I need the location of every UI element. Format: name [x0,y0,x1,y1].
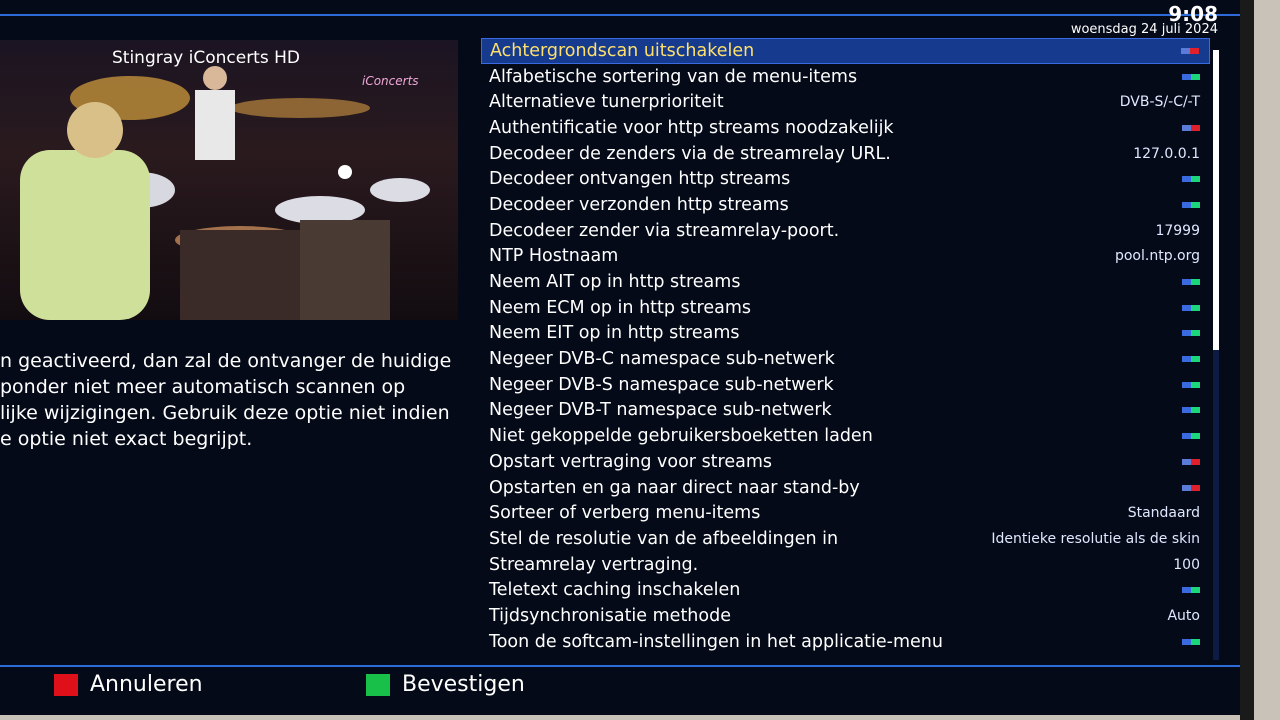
toggle-off-icon[interactable] [1182,459,1200,465]
setting-label: Decodeer zender via streamrelay-poort. [489,220,840,241]
setting-label: Streamrelay vertraging. [489,554,699,575]
setting-label: Opstarten en ga naar direct naar stand-by [489,477,860,498]
header-divider [0,14,1240,16]
setting-row[interactable] [481,449,1210,475]
setting-row[interactable] [481,115,1210,141]
setting-description [0,348,470,452]
toggle-on-icon[interactable] [1182,305,1200,311]
setting-label: Alternatieve tunerprioriteit [489,92,724,113]
channel-title: Stingray iConcerts HD [112,48,300,68]
setting-row[interactable] [481,141,1210,167]
setting-label: Negeer DVB-T namespace sub-netwerk [489,400,832,421]
setting-label: Negeer DVB-S namespace sub-netwerk [489,374,834,395]
toggle-on-icon[interactable] [1182,330,1200,336]
confirm-label: Bevestigen [402,672,525,697]
setting-row[interactable] [481,603,1210,629]
description-line: lijke wijzigingen. Gebruik deze optie niet indien [0,402,450,424]
setting-row[interactable] [481,218,1210,244]
setting-row[interactable] [481,423,1210,449]
setting-value[interactable]: Auto [1167,607,1200,624]
setting-row[interactable] [481,629,1210,655]
red-key-icon [54,674,78,696]
toggle-off-icon[interactable] [1182,125,1200,131]
setting-value[interactable]: Standaard [1127,505,1200,522]
setting-label: Stel de resolutie van de afbeeldingen in [489,528,839,549]
setting-label: Neem AIT op in http streams [489,272,741,293]
setting-value[interactable]: pool.ntp.org [1114,248,1200,265]
setting-value[interactable]: 127.0.0.1 [1133,145,1200,162]
setting-label: Opstart vertraging voor streams [489,451,773,472]
setting-row[interactable] [481,321,1210,347]
setting-label: Sorteer of verberg menu-items [489,503,761,524]
description-line: ponder niet meer automatisch scannen op [0,376,406,398]
setting-label: Authentificatie voor http streams noodzakelijk [489,117,894,138]
settings-list [481,38,1210,655]
setting-label: Negeer DVB-C namespace sub-netwerk [489,349,835,370]
green-key-icon [366,674,390,696]
toggle-on-icon[interactable] [1182,202,1200,208]
setting-label: Decodeer ontvangen http streams [489,169,791,190]
date: woensdag 24 juli 2024 [1070,22,1218,37]
setting-row[interactable] [481,192,1210,218]
setting-row[interactable] [481,577,1210,603]
toggle-on-icon[interactable] [1182,176,1200,182]
cancel-button[interactable] [54,672,203,697]
toggle-on-icon[interactable] [1182,356,1200,362]
setting-row[interactable] [481,552,1210,578]
setting-label: Niet gekoppelde gebruikersboeketten laden [489,426,873,447]
channel-logo: iConcerts [362,74,419,88]
footer-divider [0,665,1240,667]
description-line: e optie niet exact begrijpt. [0,428,253,450]
cancel-label: Annuleren [90,672,203,697]
setting-row[interactable] [481,372,1210,398]
setting-label: Tijdsynchronisatie methode [489,605,731,626]
confirm-button[interactable] [366,672,525,697]
toggle-on-icon[interactable] [1182,639,1200,645]
tv-bezel [1240,0,1254,720]
scrollbar-thumb[interactable] [1213,50,1219,350]
setting-row[interactable] [481,166,1210,192]
toggle-on-icon[interactable] [1182,407,1200,413]
toggle-on-icon[interactable] [1182,279,1200,285]
setting-row[interactable] [481,38,1210,64]
setting-label: Teletext caching inschakelen [489,580,741,601]
setting-label: Neem ECM op in http streams [489,297,751,318]
setting-label: Toon de softcam-instellingen in het applicatie-menu [489,631,943,652]
video-preview [0,40,458,320]
toggle-on-icon[interactable] [1182,382,1200,388]
toggle-on-icon[interactable] [1182,433,1200,439]
setting-row[interactable] [481,346,1210,372]
toggle-on-icon[interactable] [1182,587,1200,593]
setting-row[interactable] [481,295,1210,321]
setting-row[interactable] [481,475,1210,501]
description-line: n geactiveerd, dan zal de ontvanger de huidige [0,350,452,372]
setting-row[interactable] [481,398,1210,424]
setting-label: Decodeer de zenders via de streamrelay URL. [489,143,891,164]
setting-row[interactable] [481,89,1210,115]
setting-value[interactable]: 100 [1173,556,1200,573]
setting-label: NTP Hostnaam [489,246,619,267]
setting-label: Neem EIT op in http streams [489,323,740,344]
setting-row[interactable] [481,64,1210,90]
clock: 9:08 [1168,2,1218,26]
setting-row[interactable] [481,269,1210,295]
setting-row[interactable] [481,244,1210,270]
setting-row[interactable] [481,526,1210,552]
setting-label: Alfabetische sortering van de menu-items [489,66,858,87]
setting-value[interactable]: Identieke resolutie als de skin [991,530,1200,547]
scrollbar[interactable] [1213,50,1219,660]
setting-label: Achtergrondscan uitschakelen [490,40,755,61]
toggle-off-icon[interactable] [1181,48,1199,54]
setting-value[interactable]: 17999 [1155,222,1200,239]
setting-row[interactable] [481,500,1210,526]
toggle-off-icon[interactable] [1182,485,1200,491]
toggle-on-icon[interactable] [1182,74,1200,80]
setting-label: Decodeer verzonden http streams [489,194,789,215]
setting-value[interactable]: DVB-S/-C/-T [1119,94,1200,111]
